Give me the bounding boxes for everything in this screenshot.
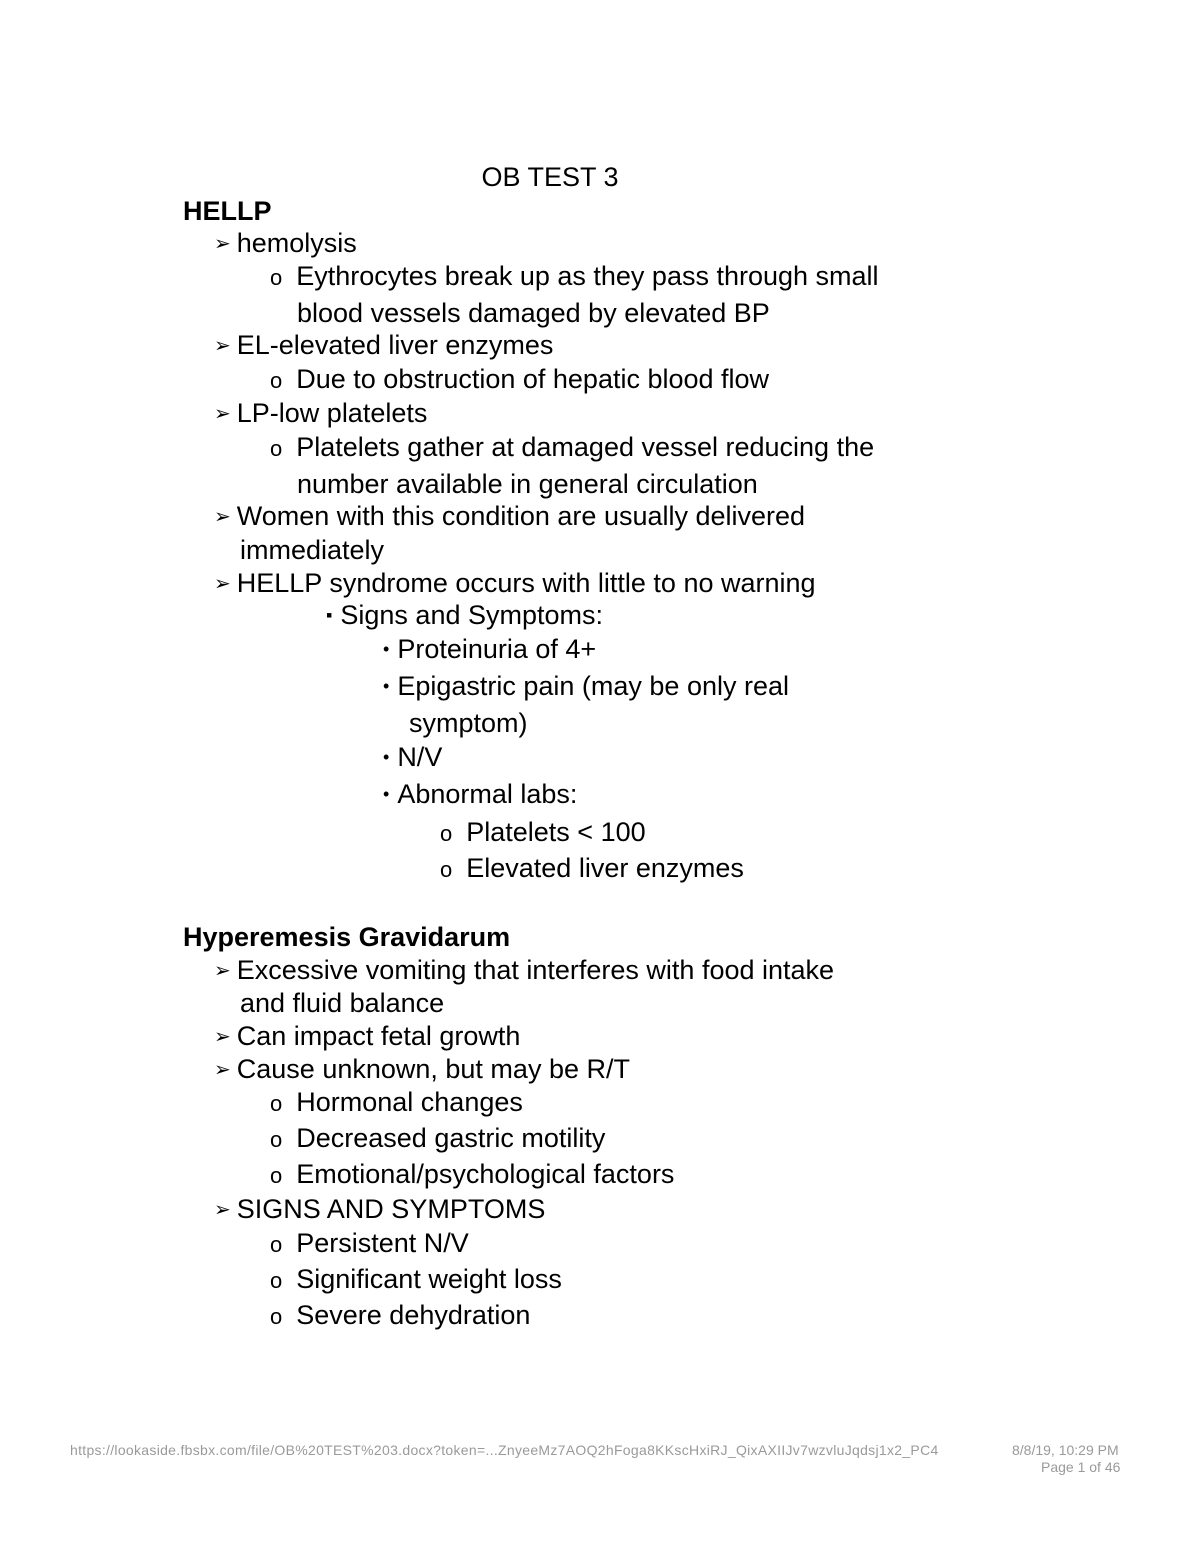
list-item: o Persistent N/V: [270, 1226, 469, 1262]
list-item: • Epigastric pain (may be only real: [383, 671, 789, 701]
arrow-bullet-icon: ➢: [214, 1059, 231, 1081]
circle-bullet-icon: o: [270, 1091, 283, 1116]
list-item: ➢ Excessive vomiting that interferes with food intake: [214, 953, 834, 988]
list-item: o Severe dehydration: [270, 1298, 530, 1334]
list-item: ➢ SIGNS AND SYMPTOMS: [214, 1192, 545, 1227]
list-item: • Proteinuria of 4+: [383, 634, 597, 664]
list-item: ➢ hemolysis: [214, 226, 357, 261]
dot-bullet-icon: •: [383, 676, 390, 696]
arrow-bullet-icon: ➢: [214, 573, 231, 595]
list-item-continuation: number available in general circulation: [297, 469, 758, 499]
section-heading-hyperemesis: Hyperemesis Gravidarum: [183, 922, 511, 952]
list-item: o Emotional/psychological factors: [270, 1157, 674, 1193]
circle-bullet-icon: o: [270, 436, 283, 461]
arrow-bullet-icon: ➢: [214, 403, 231, 425]
list-item: o Platelets < 100: [440, 815, 646, 851]
circle-bullet-icon: o: [270, 265, 283, 290]
arrow-bullet-icon: ➢: [214, 506, 231, 528]
footer-page-number: Page 1 of 46: [1041, 1459, 1121, 1475]
list-item: ➢ LP-low platelets: [214, 396, 427, 431]
list-item: ➢ Women with this condition are usually delivered: [214, 499, 805, 534]
list-item: • N/V: [383, 742, 443, 772]
list-item-continuation: symptom): [409, 708, 528, 738]
list-item: ➢ Can impact fetal growth: [214, 1019, 520, 1054]
footer-url: https://lookaside.fbsbx.com/file/OB%20TEST%203.docx?token=...ZnyeeMz7AOQ2hFoga8KKscHxiRJ_QixAXIIJv7wzvluJqdsj1x2_PC4: [70, 1442, 939, 1458]
list-item: o Hormonal changes: [270, 1085, 523, 1121]
arrow-bullet-icon: ➢: [214, 1026, 231, 1048]
circle-bullet-icon: o: [440, 821, 453, 846]
footer-datetime: 8/8/19, 10:29 PM: [1012, 1442, 1119, 1458]
dot-bullet-icon: •: [383, 747, 390, 767]
arrow-bullet-icon: ➢: [214, 233, 231, 255]
list-item: o Eythrocytes break up as they pass through small: [270, 259, 879, 295]
list-item-continuation: immediately: [240, 535, 385, 565]
circle-bullet-icon: o: [270, 1232, 283, 1257]
list-item: o Elevated liver enzymes: [440, 851, 744, 887]
section-heading-hellp: HELLP: [183, 196, 272, 226]
list-item: ➢ EL-elevated liver enzymes: [214, 328, 553, 363]
dot-bullet-icon: •: [383, 639, 390, 659]
circle-bullet-icon: o: [440, 857, 453, 882]
list-item: ▪ Signs and Symptoms:: [326, 600, 604, 630]
list-item: o Decreased gastric motility: [270, 1121, 605, 1157]
arrow-bullet-icon: ➢: [214, 1199, 231, 1221]
circle-bullet-icon: o: [270, 1127, 283, 1152]
page-title: OB TEST 3: [481, 162, 619, 192]
list-item: • Abnormal labs:: [383, 779, 578, 809]
circle-bullet-icon: o: [270, 1163, 283, 1188]
circle-bullet-icon: o: [270, 1304, 283, 1329]
square-bullet-icon: ▪: [326, 605, 333, 625]
list-item: o Due to obstruction of hepatic blood flow: [270, 362, 769, 398]
list-item: ➢ HELLP syndrome occurs with little to no warning: [214, 566, 816, 601]
list-item: ➢ Cause unknown, but may be R/T: [214, 1052, 630, 1087]
circle-bullet-icon: o: [270, 368, 283, 393]
arrow-bullet-icon: ➢: [214, 960, 231, 982]
arrow-bullet-icon: ➢: [214, 335, 231, 357]
list-item: o Platelets gather at damaged vessel reducing the: [270, 430, 874, 466]
dot-bullet-icon: •: [383, 784, 390, 804]
list-item-continuation: and fluid balance: [240, 988, 445, 1018]
circle-bullet-icon: o: [270, 1268, 283, 1293]
list-item-continuation: blood vessels damaged by elevated BP: [297, 298, 770, 328]
list-item: o Significant weight loss: [270, 1262, 562, 1298]
